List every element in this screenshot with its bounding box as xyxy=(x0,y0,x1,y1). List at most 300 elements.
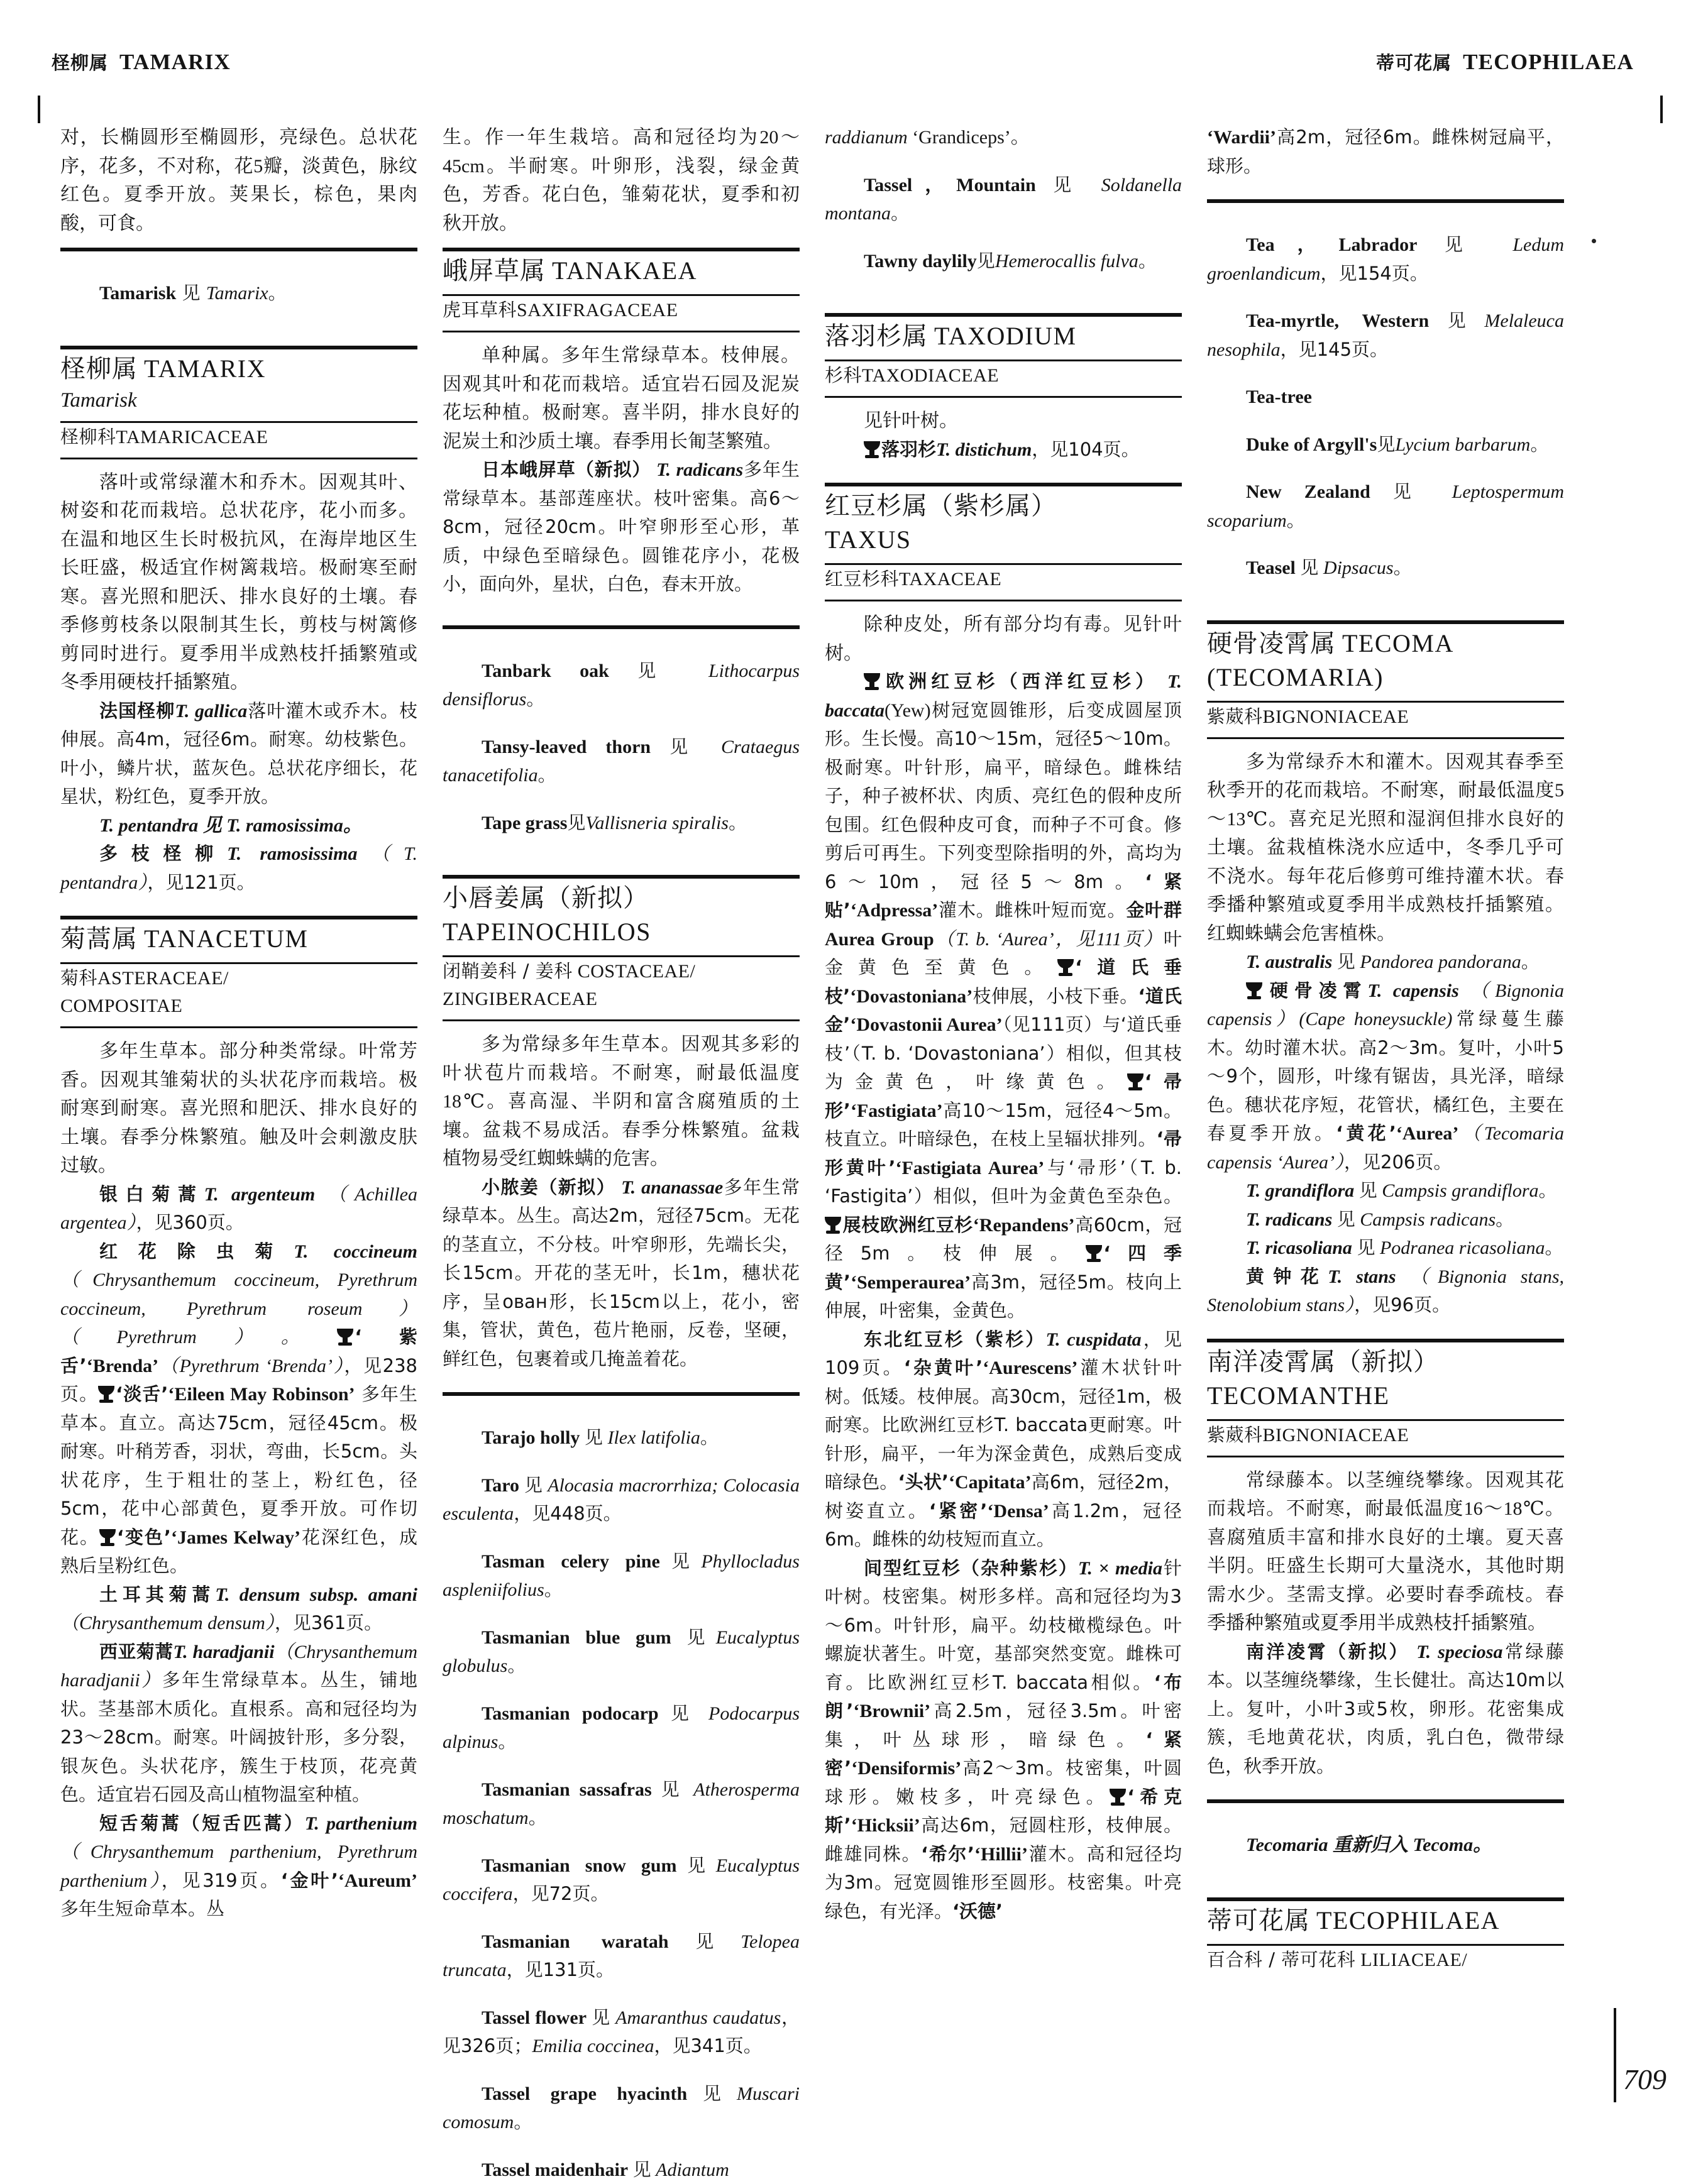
cultivar-name: ‘Repandens’ xyxy=(973,1215,1075,1236)
species-latin-name: T. stans xyxy=(1328,1266,1396,1287)
xref-see: 见 xyxy=(686,1627,715,1648)
genus-title-cn: 峨屏草属 xyxy=(443,256,546,285)
cross-reference-tasman-celery-pine xyxy=(443,1547,800,1605)
xref-target: Leptospermum scoparium xyxy=(1207,481,1564,531)
xref-term: Tea-tree xyxy=(1246,387,1312,407)
genus-title xyxy=(60,922,417,956)
cultivar-name: ‘Fastigiata Aurea’ xyxy=(895,1158,1044,1178)
cultivar-cn-name: ‘布朗’ xyxy=(825,1672,1182,1722)
xref-target: Ledum groenlandicum xyxy=(1207,234,1564,284)
cultivar-name: ‘Fastigiata’ xyxy=(851,1100,943,1121)
cultivar-cn-name: ‘紫舌’ xyxy=(60,1326,417,1376)
xref-term: Tasmanian waratah xyxy=(482,1931,669,1952)
xref-see: 见 xyxy=(1300,557,1318,578)
xref-term: Tasmanian snow gum xyxy=(482,1855,677,1876)
xref-target: Campsis grandiflora xyxy=(1382,1180,1538,1201)
species-latin-name: T. grandiflora xyxy=(1246,1180,1354,1201)
genus-rule-top xyxy=(60,916,417,919)
cultivar-cn-name: ‘希克斯’ xyxy=(825,1786,1182,1836)
xref-target: Hemerocallis fulva xyxy=(995,251,1138,272)
xref-target: Ilex latifolia xyxy=(607,1427,700,1448)
species-page-ref: ，见319页。 xyxy=(162,1870,281,1891)
genus-title-latin: TAXODIUM xyxy=(934,322,1077,350)
genus-english-name: Tamarisk xyxy=(60,386,417,415)
cultivar-name: ‘Aurescens’ xyxy=(983,1358,1077,1378)
species-latin-name: T. pentandra 见 T. ramosissima。 xyxy=(99,815,362,836)
genus-title-latin: TECOMANTHE xyxy=(1207,1381,1390,1410)
species-synonym: （Bignonia stans, Stenolobium stans） xyxy=(1207,1266,1564,1316)
species-latin-name: T. haradjanii xyxy=(174,1642,275,1662)
species-latin-name: T. gallica xyxy=(175,701,247,722)
cultivar-description: 高2～3m。枝密集，叶圆球形。嫩枝多，叶亮绿色。 xyxy=(825,1757,1182,1808)
species-page-ref: ，见104页。 xyxy=(1032,439,1139,460)
family-latin: TAMARICACEAE xyxy=(116,427,268,447)
xref-see: 见 xyxy=(585,1427,603,1448)
genus-block-tapeinochilos xyxy=(443,881,800,949)
genus-title-latin: TAPEINOCHILOS xyxy=(443,918,651,946)
family-line xyxy=(1207,703,1564,731)
species-entry-ananassae xyxy=(443,1173,800,1374)
species-entry-australis xyxy=(1207,948,1564,977)
cultivar-cn-name: ‘帚形’ xyxy=(825,1071,1182,1121)
continued-paragraph: 生。作一年生栽培。高和冠径均为20～45cm。半耐寒。叶卵形，浅裂，绿金黄色，芳香。花白色，雏菊花状，夏季和初秋开放。 xyxy=(443,123,800,238)
genus-title-cn-line xyxy=(825,489,1182,523)
cultivar-cn-name: ‘头状’ xyxy=(898,1471,949,1493)
cultivar-description: 叶金黄色至黄色。 xyxy=(825,928,1182,979)
species-cn-name: 法国柽柳 xyxy=(99,700,175,722)
running-head xyxy=(0,49,1708,87)
xref-target: Dipsacus xyxy=(1323,557,1394,578)
cultivar-description: 多年生草本。直立。高达75cm，冠径45cm。极耐寒。叶稍芳香，羽状，弯曲，长5cm。头状花序，生于粗壮的茎上，粉红色，径5cm，花中心部黄色，夏季开放。可作切花。 xyxy=(60,1383,417,1548)
cultivar-description: 枝伸展，小枝下垂。 xyxy=(972,985,1138,1007)
cultivar-name: ‘Hillii’ xyxy=(974,1844,1028,1865)
cross-reference-tassel-maidenhair xyxy=(443,2156,800,2184)
genus-block-tanacetum xyxy=(60,922,417,956)
cultivar-name: ‘Aureum’ xyxy=(338,1870,417,1891)
species-description: 针叶树。枝密集。树形多样。高和冠径均为3～6m。叶针形，扁平。幼枝橄榄绿色。叶螺旋状著生。叶宽，基部突然变宽。雌株可育。比欧洲红豆杉T. baccata相似。 xyxy=(825,1557,1182,1693)
cultivar-cn-name: 展枝欧洲红豆杉 xyxy=(842,1214,973,1236)
xref-see: 见 xyxy=(1359,1180,1377,1201)
cross-reference-tape-grass xyxy=(443,809,800,838)
cross-reference-tasmanian-snow-gum xyxy=(443,1852,800,1909)
species-entry-cuspidata xyxy=(825,1325,1182,1554)
genus-description: 见针叶树。 xyxy=(825,407,1182,436)
genus-rule-top xyxy=(825,313,1182,317)
xref-term: Tea-myrtle, Western xyxy=(1246,310,1429,331)
xref-period: 。 xyxy=(507,1655,526,1676)
xref-period: 。 xyxy=(1496,1209,1514,1230)
xref-see: 见 xyxy=(637,660,680,681)
cultivar-name: ‘Capitata’ xyxy=(949,1472,1032,1493)
family-latin-cont: COMPOSITAE xyxy=(60,992,417,1020)
species-description: 常绿藤本。以茎缠绕攀缘，生长健壮。高达10m以上。复叶，小叶3或5枚，卵形。花密集成簇，毛地黄花状，肉质，乳白色，微带绿色，秋季开放。 xyxy=(1207,1641,1564,1777)
xref-see: 见 xyxy=(669,736,702,757)
species-cn-name: 硬骨凌霄 xyxy=(1264,980,1367,1001)
cultivar-cn-name: ‘道氏垂枝’ xyxy=(825,957,1182,1007)
cultivar-description: 多年生短命草本。丛 xyxy=(60,1898,224,1919)
cross-reference-tea-myrtle-western xyxy=(1207,307,1564,364)
cultivar-description: 高6m，冠径2m，树姿直立。 xyxy=(825,1471,1182,1522)
genus-title-latin: TECOMA xyxy=(1342,629,1454,657)
genus-title-latin-line xyxy=(825,523,1182,557)
xref-see: 见 xyxy=(1337,1209,1355,1230)
xref-term: Tasmanian blue gum xyxy=(482,1627,671,1648)
species-description: 常绿蔓生藤木。幼时灌木状。高2～3m。复叶，小叶5～9个，圆形，叶缘有锯齿，具光泽，暗绿色。穗状花序短，花管状，橘红色，主要在春夏季开放。 xyxy=(1207,1008,1564,1144)
genus-title xyxy=(60,352,417,386)
species-cn-name: 落羽杉 xyxy=(881,439,936,460)
species-cn-name: 日本峨屏草（新拟） xyxy=(482,459,651,480)
species-latin-name: T. capensis xyxy=(1367,980,1458,1001)
xref-period: 。 xyxy=(514,2111,532,2132)
species-latin-name: T. ananassae xyxy=(621,1177,723,1198)
family-latin: TAXODIACEAE xyxy=(862,365,999,386)
species-page-ref: ，见360页。 xyxy=(136,1212,244,1233)
species-latin-name: T. ramosissima xyxy=(227,843,357,864)
species-entry-baccata xyxy=(825,667,1182,1325)
species-cn-name: 欧洲红豆杉（西洋红豆杉） xyxy=(881,671,1158,692)
family-cn: 紫葳科 xyxy=(1207,706,1263,727)
species-cn-name: 东北红豆杉（紫杉） xyxy=(864,1329,1046,1350)
species-description: 多年生常绿草本。丛生。高达2m，冠径75cm。无花的茎直立，不分枝。叶窄卵形，先端长尖，长15cm。开花的茎无叶，长1m，穗状花序，呈ован形，长15cm以上，花小，密集，管状，黄色，苞片艳丽，反卷，坚硬，鲜红色，包裹着或几掩盖着花。 xyxy=(443,1177,800,1369)
running-head-left-latin: TAMARIX xyxy=(119,50,231,75)
genus-description: 单种属。多年生常绿草本。枝伸展。因观其叶和花而栽培。适宜岩石园及泥炭花坛种植。极耐寒。喜半阴，排水良好的泥炭土和沙质土壤。春季用长匍茎繁殖。 xyxy=(443,341,800,456)
xref-target: Pandorea pandorana xyxy=(1360,952,1521,972)
family-cn: 红豆杉科 xyxy=(825,568,899,590)
cultivar-name: ‘Hicksii’ xyxy=(851,1815,920,1836)
award-cup-icon xyxy=(337,1329,353,1346)
xref-term: Tassel maidenhair xyxy=(482,2159,628,2180)
species-entry-stans xyxy=(1207,1263,1564,1320)
cultivar-description: 灌木。高和冠径均为3m。冠宽圆锥形至圆形。枝密集。叶亮绿色，有光泽。 xyxy=(825,1843,1182,1922)
xref-see: 见 xyxy=(669,1931,741,1952)
cultivar-description: 高1.2m，冠径6m。雌株的幼枝短而直立。 xyxy=(825,1500,1182,1550)
cross-reference-tea-tree-head xyxy=(1207,383,1564,412)
genus-title-alt xyxy=(1207,661,1564,694)
xref-see: 见 xyxy=(1357,1237,1375,1258)
genus-title-latin: TECOPHILAEA xyxy=(1316,1906,1500,1934)
xref-see: 见 xyxy=(977,250,995,272)
genus-title-latin: TANACETUM xyxy=(144,925,308,953)
xref-term: New Zealand xyxy=(1246,481,1370,502)
xref-target: Campsis radicans xyxy=(1360,1209,1496,1230)
genus-rule-top xyxy=(443,875,800,879)
species-latin-name: T. baccata xyxy=(825,671,1182,721)
column-2 xyxy=(443,123,800,2090)
genus-block-taxus xyxy=(825,489,1182,557)
xref-term: Tassel，Mountain xyxy=(864,175,1036,195)
cultivar-cn-name: ‘四季黄’ xyxy=(825,1243,1182,1293)
family-line xyxy=(60,423,417,451)
cultivar-cn-name-partial: ‘沃德’ xyxy=(952,1901,1003,1922)
award-cup-icon xyxy=(1127,1073,1143,1091)
xref-period: 。 xyxy=(498,1731,516,1752)
family-latin-cont: ZINGIBERACEAE xyxy=(443,985,800,1013)
genus-title-cn: 硬骨凌霄属 xyxy=(1207,629,1336,658)
xref-see: 见 xyxy=(176,282,206,304)
cultivar-description: 高达6m，冠圆柱形，枝伸展。雌雄同株。 xyxy=(825,1814,1182,1865)
xref-period: 。 xyxy=(526,688,544,710)
cultivar-synonym: （Tecomaria capensis ‘Aurea’） xyxy=(1207,1123,1564,1173)
cultivar-cn-name: ‘黄花’ xyxy=(1336,1122,1396,1144)
xref-target: Amaranthus caudatus xyxy=(615,2007,781,2028)
xref-period: 。 xyxy=(1545,1237,1563,1258)
genus-description: 多年生草本。部分种类常绿。叶常芳香。因观其雏菊状的头状花序而栽培。极耐寒到耐寒。喜光照和肥沃、排水良好的土壤。春季分株繁殖。触及叶会刺激皮肤过敏。 xyxy=(60,1037,417,1180)
xref-target: Telopea truncata xyxy=(443,1931,800,1981)
family-cn: 虎耳草科 xyxy=(443,299,517,321)
family-cn: 菊科 xyxy=(60,967,97,989)
genus-title-cn: 柽柳属 xyxy=(60,354,138,383)
xref-term: Tamarisk xyxy=(99,283,176,304)
species-cn-name: 南洋凌霄（新拟） xyxy=(1246,1641,1409,1662)
species-cn-name: 小脓姜（新拟） xyxy=(482,1177,615,1198)
family-latin: COSTACEAE/ xyxy=(578,961,696,982)
cultivar-name: ‘Brownii’ xyxy=(853,1701,930,1721)
family-latin: TAXACEAE xyxy=(899,569,1001,590)
xref-target: Vallisneria spiralis xyxy=(585,813,729,833)
species-english-name: (Yew) xyxy=(884,700,931,721)
cross-reference-tarajo-holly xyxy=(443,1424,800,1452)
species-entry-coccineum xyxy=(60,1237,417,1581)
continued-cultivar: ‘Grandiceps’。 xyxy=(908,127,1030,148)
family-latin: LILIACEAE/ xyxy=(1360,1950,1467,1970)
cultivar-cn-name: ‘金叶’ xyxy=(281,1870,338,1891)
cultivar-synonym: （Pyrethrum ‘Brenda’） xyxy=(158,1356,344,1376)
xref-page-ref-second: ，见341页。 xyxy=(654,2035,761,2056)
cultivar-description: 灌木。雌株叶短而宽。 xyxy=(938,899,1126,921)
cultivar-name: ‘Aurea’ xyxy=(1396,1123,1458,1144)
genus-block-tecoma xyxy=(1207,627,1564,694)
species-entry-distichum xyxy=(825,436,1182,464)
species-cn-name: 土耳其菊蒿 xyxy=(99,1584,215,1605)
genus-title-cn: 落羽杉属 xyxy=(825,322,928,351)
genus-title-latin-line xyxy=(1207,1379,1564,1413)
cultivar-name: ‘Eileen May Robinson’ xyxy=(168,1384,355,1405)
species-latin-name: T. × media xyxy=(1078,1558,1162,1579)
cross-reference-tawny-daylily xyxy=(825,247,1182,276)
genus-description: 除种皮处，所有部分均有毒。见针叶树。 xyxy=(825,610,1182,667)
cultivar-name: ‘James Kelway’ xyxy=(171,1527,300,1548)
xref-see: 见 xyxy=(524,1474,543,1496)
cultivar-cn-name: ‘紧密’ xyxy=(825,1729,1182,1779)
genus-title xyxy=(1207,627,1564,661)
cultivar-description: 高60cm，冠径5m。枝伸展。 xyxy=(825,1214,1182,1265)
xref-target: Atherosperma moschatum xyxy=(443,1779,800,1829)
note-tecomaria xyxy=(1207,1831,1564,1860)
xref-period: 。 xyxy=(729,812,747,833)
award-cup-icon xyxy=(825,1217,841,1234)
species-page-ref: ，见109页。 xyxy=(825,1329,1182,1379)
xref-term: Tassel flower xyxy=(482,2007,587,2028)
species-latin-name: T. radicans xyxy=(1246,1209,1332,1230)
genus-rule-top xyxy=(825,483,1182,486)
cultivar-description: 高2.5m，冠径3.5m。叶密集，叶丛球形，暗绿色。 xyxy=(825,1700,1182,1750)
xref-target: Lycium barbarum xyxy=(1395,434,1530,455)
xref-target: Crataegus tanacetifolia xyxy=(443,737,800,786)
species-latin-name: T. australis xyxy=(1246,952,1332,972)
species-synonym: （Chrysanthemum haradjanii） xyxy=(60,1642,417,1691)
cultivar-group-cn: 金叶群 xyxy=(1126,899,1182,921)
xref-term: Taro xyxy=(482,1475,519,1496)
continued-paragraph xyxy=(825,123,1182,152)
species-latin-name: T. radicans xyxy=(656,459,743,480)
cross-reference-tasmanian-waratah xyxy=(443,1928,800,1985)
xref-target: Alocasia macrorrhiza; Colocasia esculenta xyxy=(443,1475,800,1525)
cultivar-cn-name: ‘紧密’ xyxy=(929,1500,988,1522)
running-head-right xyxy=(1376,49,1634,75)
genus-rule-top xyxy=(1207,1897,1564,1901)
cultivar-name: ‘Densiformis’ xyxy=(851,1758,961,1779)
xref-term: Tasmanian sassafras xyxy=(482,1779,652,1800)
xref-term: Teasel xyxy=(1246,557,1296,578)
cultivar-page-ref: （见111页） xyxy=(1003,1014,1103,1035)
species-cn-name: 黄钟花 xyxy=(1246,1266,1328,1287)
xref-target: Phyllocladus aspleniifolius xyxy=(443,1551,800,1601)
xref-see: 见 xyxy=(660,1550,702,1572)
species-latin-name: T. cuspidata xyxy=(1046,1329,1142,1350)
species-entry-capensis xyxy=(1207,977,1564,1177)
cultivar-description: 高3m，冠径5m。枝向上伸展，叶密集，金黄色。 xyxy=(825,1271,1182,1322)
xref-see: 见 xyxy=(1377,434,1395,455)
award-cup-icon xyxy=(98,1386,114,1403)
species-latin-name: T. parthenium xyxy=(305,1813,417,1834)
xref-period: 。 xyxy=(1394,557,1412,578)
cross-reference-tasmanian-blue-gum xyxy=(443,1623,800,1681)
column-1 xyxy=(60,123,417,2090)
continued-paragraph: 对，长椭圆形至椭圆形，亮绿色。总状花序，花多，不对称，花5瓣，淡黄色，脉纹红色。夏季开放。荚果长，棕色，果肉酸，可食。 xyxy=(60,123,417,238)
continued-paragraph xyxy=(1207,123,1564,180)
cross-reference-tassel-mountain xyxy=(825,171,1182,228)
species-synonym: （Chrysanthemum coccineum, Pyrethrum coccineum, Pyrethrum roseum）（Pyrethrum）。 xyxy=(60,1270,417,1347)
family-cn: 杉科 xyxy=(825,365,862,386)
cross-reference-tasmanian-sassafras xyxy=(443,1775,800,1833)
cross-reference-teasel xyxy=(1207,554,1564,583)
xref-see: 见 xyxy=(1429,310,1484,331)
cultivar-page-ref: ，见206页。 xyxy=(1344,1151,1452,1173)
award-cup-icon xyxy=(1110,1789,1126,1806)
xref-term: Tassel grape hyacinth xyxy=(482,2083,687,2104)
xref-term: Tasman celery pine xyxy=(482,1551,660,1572)
species-latin-name: T. speciosa xyxy=(1416,1642,1502,1662)
cultivar-description: 与‘帚形’（T. b. ‘Fastigita’）相似，但叶为金黄色至杂色。 xyxy=(825,1157,1182,1207)
xref-target: Soldanella montana xyxy=(825,175,1182,224)
cross-reference-taro xyxy=(443,1471,800,1528)
award-cup-icon xyxy=(99,1529,116,1547)
cultivar-name: ‘Dovastonii Aurea’ xyxy=(850,1014,1002,1035)
xref-see: 见 xyxy=(661,1779,685,1800)
cross-reference-tassel-grape-hyacinth xyxy=(443,2080,800,2137)
xref-see: 见 xyxy=(1053,174,1084,195)
xref-term: Tasmanian podocarp xyxy=(482,1703,659,1724)
xref-see: 见 xyxy=(633,2159,651,2180)
note-text: Tecomaria 重新归入 Tecoma。 xyxy=(1246,1835,1492,1855)
xref-period: 。 xyxy=(529,1807,547,1828)
species-cn-name: 银白菊蒿 xyxy=(99,1183,204,1205)
cultivar-name: ‘Densa’ xyxy=(987,1501,1049,1522)
family-cn: 百合科 / 蒂可花科 xyxy=(1207,1949,1355,1970)
running-head-left xyxy=(52,49,231,75)
genus-title-cn: 红豆杉属（紫杉属） xyxy=(825,491,1057,520)
family-cn: 柽柳科 xyxy=(60,426,116,447)
column-4 xyxy=(1207,123,1564,2090)
xref-page-ref: ，见154页。 xyxy=(1321,263,1428,284)
genus-block-tecomanthe xyxy=(1207,1345,1564,1413)
species-entry-densum xyxy=(60,1581,417,1638)
cultivar-name: ‘Adpressa’ xyxy=(851,900,938,921)
xref-term: Tanbark oak xyxy=(482,661,609,681)
family-line xyxy=(1207,1946,1564,1974)
cultivar-cn-name: ‘变色’ xyxy=(117,1527,171,1548)
header-rule-left xyxy=(38,96,40,123)
species-entry-haradjanii xyxy=(60,1638,417,1809)
genus-block-tamarix xyxy=(60,352,417,415)
xref-target: Tamarix xyxy=(206,283,268,304)
family-line xyxy=(443,296,800,324)
species-entry-argenteum xyxy=(60,1180,417,1237)
award-cup-icon xyxy=(1246,982,1262,1000)
xref-see: 见 xyxy=(687,2083,737,2104)
xref-page-ref: ，见326页； xyxy=(443,2007,800,2057)
xref-page-ref: ，见145页。 xyxy=(1281,339,1388,360)
family-latin: ASTERACEAE/ xyxy=(97,968,229,989)
xref-term: Duke of Argyll's xyxy=(1246,434,1377,455)
genus-title-latin-line xyxy=(443,915,800,949)
cultivar-name: ‘Brenda’ xyxy=(87,1356,158,1376)
cultivar-name: ‘Semperaurea’ xyxy=(851,1272,971,1293)
species-cn-name: 短舌菊蒿（短舌匹蒿） xyxy=(99,1813,305,1834)
species-entry-grandiflora xyxy=(1207,1177,1564,1205)
genus-block-tecophilaea xyxy=(1207,1904,1564,1938)
species-synonym: （Chrysanthemum densum） xyxy=(60,1613,275,1633)
cross-reference-tea-labrador xyxy=(1207,231,1564,288)
species-entry-radicans xyxy=(1207,1205,1564,1234)
genus-title-latin: TANAKAEA xyxy=(552,256,697,285)
xref-target: Podocarpus alpinus xyxy=(443,1703,800,1753)
xref-target: Eucalyptus globulus xyxy=(443,1627,800,1677)
species-entry-ricasoliana xyxy=(1207,1234,1564,1263)
species-synonym: （Achillea argentea） xyxy=(60,1184,417,1234)
species-latin-name: T. argenteum xyxy=(204,1184,316,1205)
family-line xyxy=(443,957,800,985)
genus-title-cn-line xyxy=(1207,1345,1564,1379)
species-description: 多年生常绿草本。基部莲座状。枝叶密集。高6～8cm，冠径20cm。叶窄卵形至心形，革质，中绿色至暗绿色。圆锥花序小，花极小，面向外，星状，白色，春末开放。 xyxy=(443,459,800,595)
cultivar-cn-name: ‘帚形黄叶’ xyxy=(825,1128,1182,1178)
species-entry-radicans xyxy=(443,456,800,599)
species-cn-name: 西亚菊蒿 xyxy=(99,1641,174,1662)
species-cn-name: 红花除虫菊 xyxy=(99,1241,294,1262)
species-synonym: （T. pentandra） xyxy=(60,843,417,893)
family-latin: BIGNONIACEAE xyxy=(1263,706,1409,727)
species-synonym: （Bignonia capensis）(Cape honeysuckle) xyxy=(1207,980,1564,1030)
species-page-ref: ，见96页。 xyxy=(1354,1294,1450,1315)
xref-period: 。 xyxy=(268,282,287,304)
genus-title-cn: 蒂可花属 xyxy=(1207,1906,1310,1935)
cross-reference-tassel-flower xyxy=(443,2004,800,2061)
cultivar-cn-name: ‘道氏金’ xyxy=(825,985,1182,1036)
cultivar-cn-name: ‘杂黄叶’ xyxy=(904,1357,983,1378)
family-line xyxy=(825,361,1182,390)
genus-block-tanakaea xyxy=(443,254,800,288)
xref-see: 见 xyxy=(671,1703,697,1724)
page-number: 709 xyxy=(1623,2063,1667,2096)
genus-description: 多为常绿乔木和灌木。因观其春季至秋季开的花而栽培。不耐寒，耐最低温度5～13℃。喜充足光照和湿润但排水良好的土壤。盆栽植株浇水应适中，冬季几乎可不浇水。每年花后修剪可维持灌木状。春季播种繁殖或夏季用半成熟枝扦插繁殖。红蜘蛛螨会危害植株。 xyxy=(1207,748,1564,948)
cross-reference-tamarisk xyxy=(60,279,417,308)
cross-reference-tea-tree-new-zealand xyxy=(1207,478,1564,535)
xref-period: 。 xyxy=(1287,510,1305,531)
species-cn-name: 间型红豆杉（杂种紫杉） xyxy=(864,1557,1078,1579)
species-description: 落叶灌木或乔木。枝伸展。高4m，冠径6m。耐寒。幼枝紫色。叶小，鳞片状，蓝灰色。总状花序细长，花星状，粉红色，夏季开放。 xyxy=(60,700,417,808)
cultivar-synonym: （T. b. ‘Aurea’，见111页） xyxy=(934,929,1164,950)
family-line xyxy=(1207,1421,1564,1449)
